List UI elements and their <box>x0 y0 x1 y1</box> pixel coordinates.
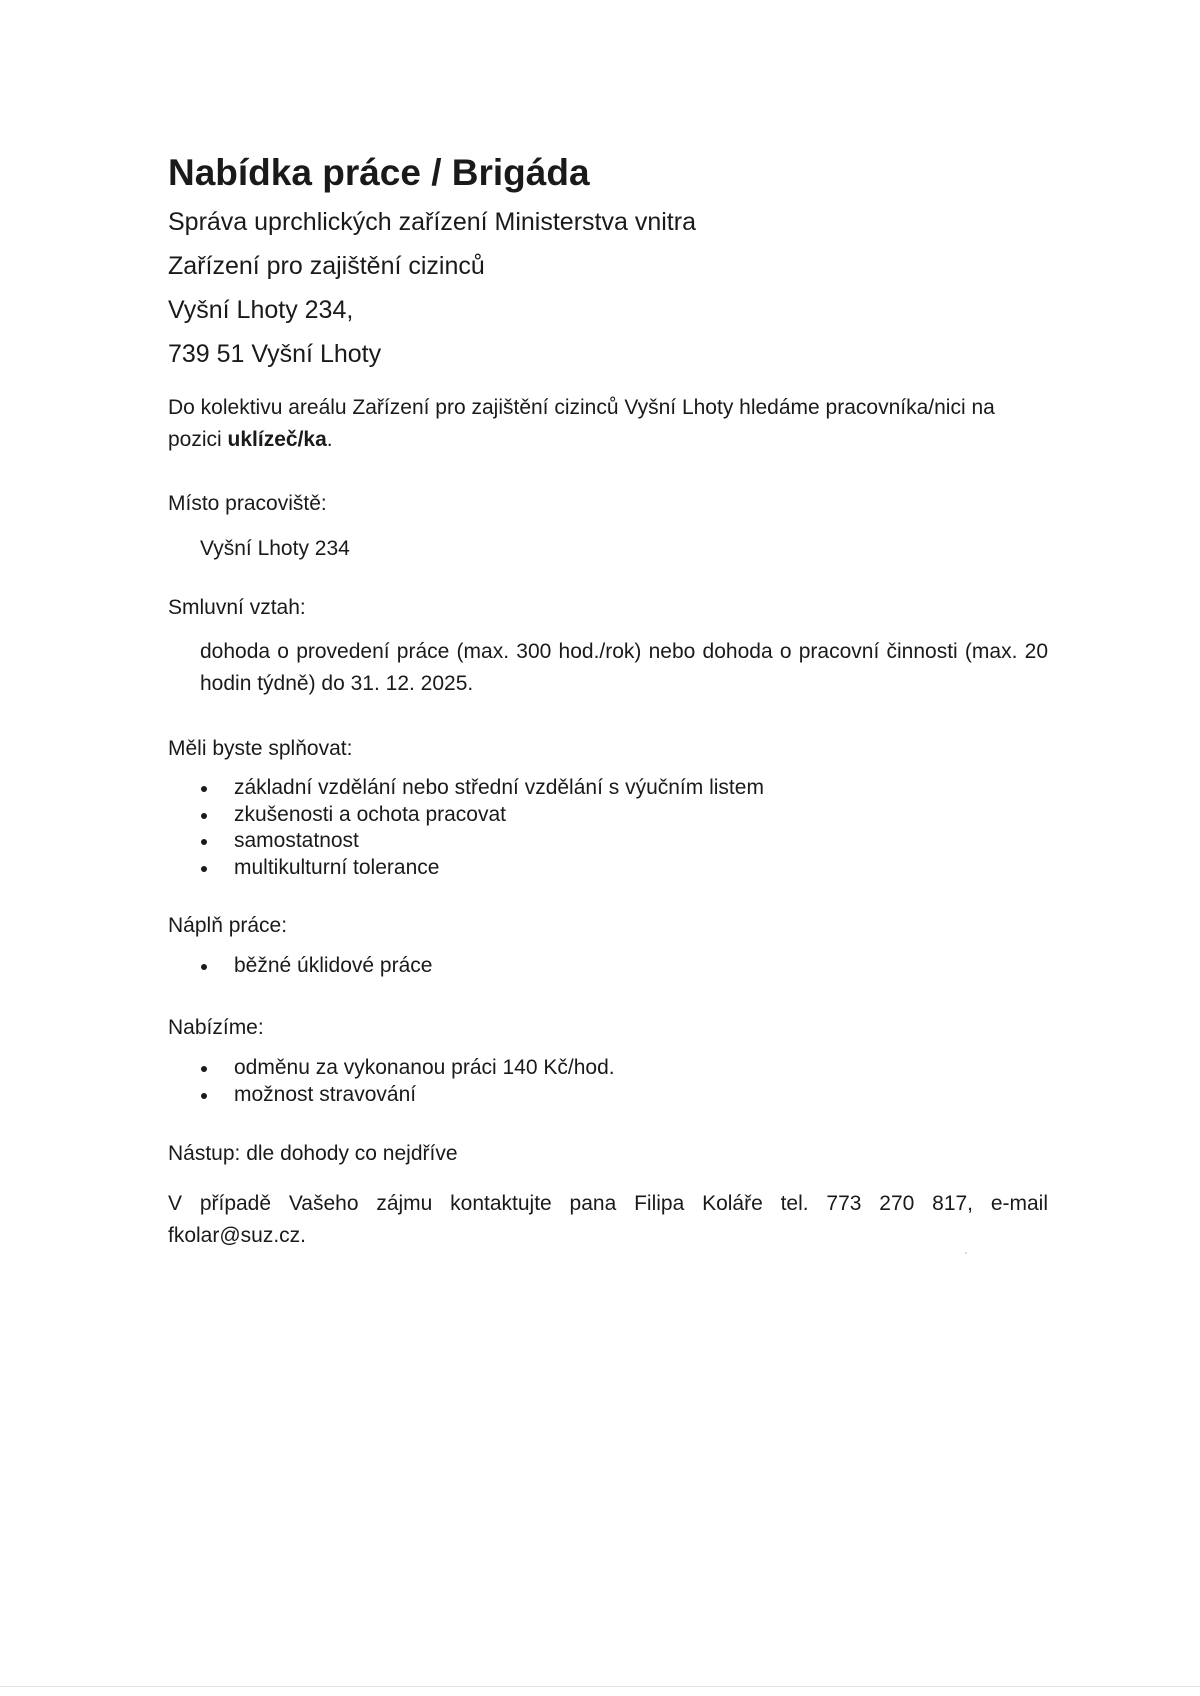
list-item: možnost stravování <box>200 1082 615 1109</box>
duties-list <box>200 953 432 980</box>
page-bottom-edge <box>0 1686 1200 1687</box>
requirements-list <box>200 775 764 881</box>
list-item: běžné úklidové práce <box>200 953 432 980</box>
list-item: základní vzdělání nebo střední vzdělání s výučním listem <box>200 775 764 802</box>
position-name: uklízeč/ka <box>227 428 327 451</box>
start-date: Nástup: dle dohody co nejdříve <box>168 1142 458 1165</box>
offer-list <box>200 1055 615 1108</box>
page-title: Nabídka práce / Brigáda <box>168 152 590 193</box>
duties-label: Náplň práce: <box>168 914 288 937</box>
address-city: 739 51 Vyšní Lhoty <box>168 340 382 368</box>
contract-label: Smluvní vztah: <box>168 596 306 619</box>
contract-value: dohoda o provedení práce (max. 300 hod./rok) nebo dohoda o pracovní činnosti (max. 20 hodin týdně) do 31. 12. 2025. <box>200 640 1048 695</box>
list-item: zkušenosti a ochota pracovat <box>200 802 764 829</box>
address-street: Vyšní Lhoty 234, <box>168 296 354 324</box>
intro-text: Do kolektivu areálu Zařízení pro zajištění cizinců Vyšní Lhoty hledáme pracovníka/nici na pozici <box>168 396 995 451</box>
workplace-label: Místo pracoviště: <box>168 492 327 515</box>
organization-name: Správa uprchlických zařízení Ministerstva vnitra <box>168 208 696 236</box>
intro-paragraph <box>168 392 1048 456</box>
list-item: multikulturní tolerance <box>200 855 764 882</box>
facility-name: Zařízení pro zajištění cizinců <box>168 252 485 280</box>
contact-paragraph: V případě Vašeho zájmu kontaktujte pana Filipa Koláře tel. 773 270 817, e-mail fkolar@suz.cz. <box>168 1192 1048 1247</box>
offer-label: Nabízíme: <box>168 1016 264 1039</box>
scan-speck <box>965 1252 967 1254</box>
list-item: samostatnost <box>200 828 764 855</box>
requirements-label: Měli byste splňovat: <box>168 737 353 760</box>
list-item: odměnu za vykonanou práci 140 Kč/hod. <box>200 1055 615 1082</box>
workplace-value: Vyšní Lhoty 234 <box>200 537 350 560</box>
intro-end: . <box>326 428 333 451</box>
